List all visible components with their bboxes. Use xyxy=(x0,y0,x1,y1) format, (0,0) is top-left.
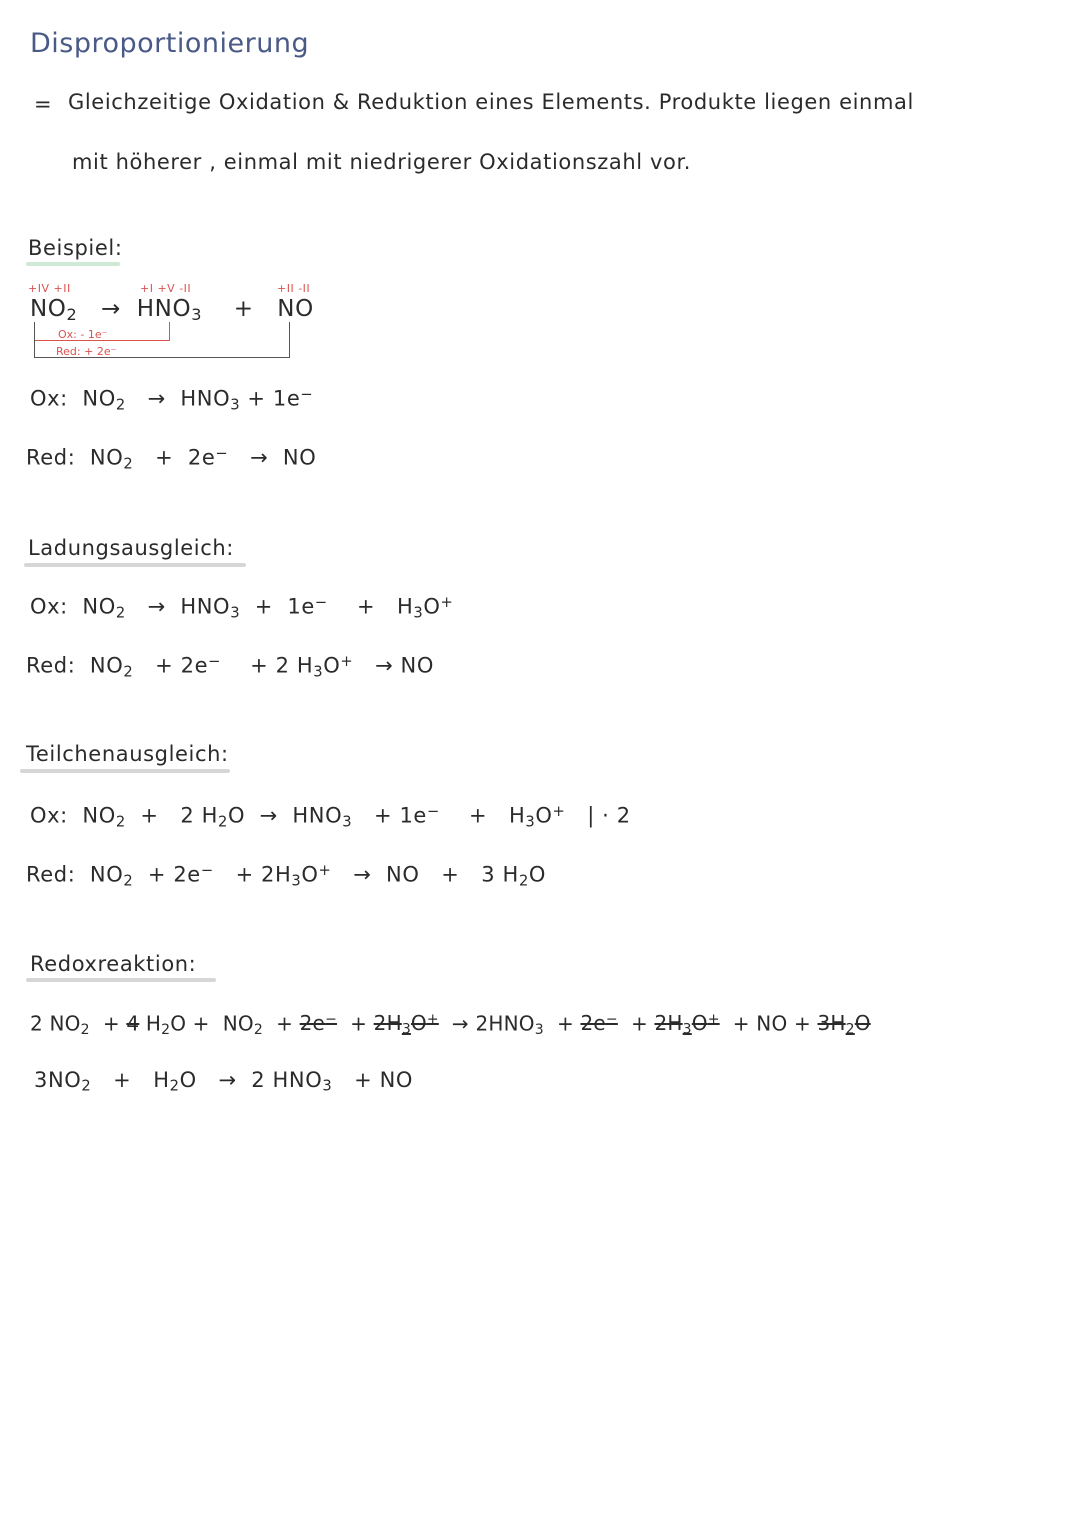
example-heading-underline xyxy=(26,262,120,266)
definition-equals: = xyxy=(34,92,53,116)
charge-balance-underline xyxy=(24,563,246,567)
example-equation: $NO_2 \to HNO_3$ + NO xyxy=(30,296,314,325)
charge-red: Red: $NO_2 + 2e^-$ + 2 $H_3O^+$ → NO xyxy=(26,653,434,681)
definition-line-2: mit höherer , einmal mit niedrigerer Oxidationszahl vor. xyxy=(72,150,692,174)
particle-red: Red: $NO_2 + 2e^- + 2H_3O^+$ → NO + 3 $H_2O$ xyxy=(26,862,547,890)
ox-number-no: +II -II xyxy=(277,282,311,295)
bracket-ox-label: Ox: - 1e⁻ xyxy=(58,328,108,341)
red-label: Red: xyxy=(26,445,76,470)
particle-balance-underline xyxy=(20,769,230,773)
page-title: Disproportionierung xyxy=(30,28,310,59)
redox-heading: Redoxreaktion: xyxy=(30,952,197,976)
definition-line-1: Gleichzeitige Oxidation & Reduktion eines Elements. Produkte liegen einmal xyxy=(68,90,914,114)
particle-ox: Ox: $NO_2 + 2$ $H_2O \to HNO_3 + 1e^-$ + $H_3O^+$ | · 2 xyxy=(30,803,631,831)
ox-label: Ox: xyxy=(30,386,68,411)
half-red: Red: $NO_2 + 2e^-$ → NO xyxy=(26,445,317,473)
bracket-red-label: Red: + 2e⁻ xyxy=(56,345,117,358)
redox-final-equation: $3NO_2 + H_2O \to 2$ $HNO_3$ + NO xyxy=(34,1068,414,1095)
redox-combined-equation: 2 $NO_2 + 4$ $H_2O + NO_2 + 2e^- + 2H_3O^+ \to 2HNO_3 + 2e^- + 2H_3O^+$ + NO + $3H_2O$ xyxy=(30,1011,871,1038)
charge-ox: Ox: $NO_2 \to HNO_3 + 1e^-$ + $H_3O^+$ xyxy=(30,594,454,622)
ox-number-hno3: +I +V -II xyxy=(140,282,192,295)
charge-balance-heading: Ladungsausgleich: xyxy=(28,536,234,560)
half-ox: Ox: $NO_2 \to HNO_3 + 1e^-$ xyxy=(30,386,314,414)
redox-heading-underline xyxy=(26,978,216,982)
ox-number-no2: +IV +II xyxy=(28,282,71,295)
example-heading: Beispiel: xyxy=(28,236,123,260)
multiply-factor: | · 2 xyxy=(587,803,631,828)
particle-balance-heading: Teilchenausgleich: xyxy=(26,742,229,766)
